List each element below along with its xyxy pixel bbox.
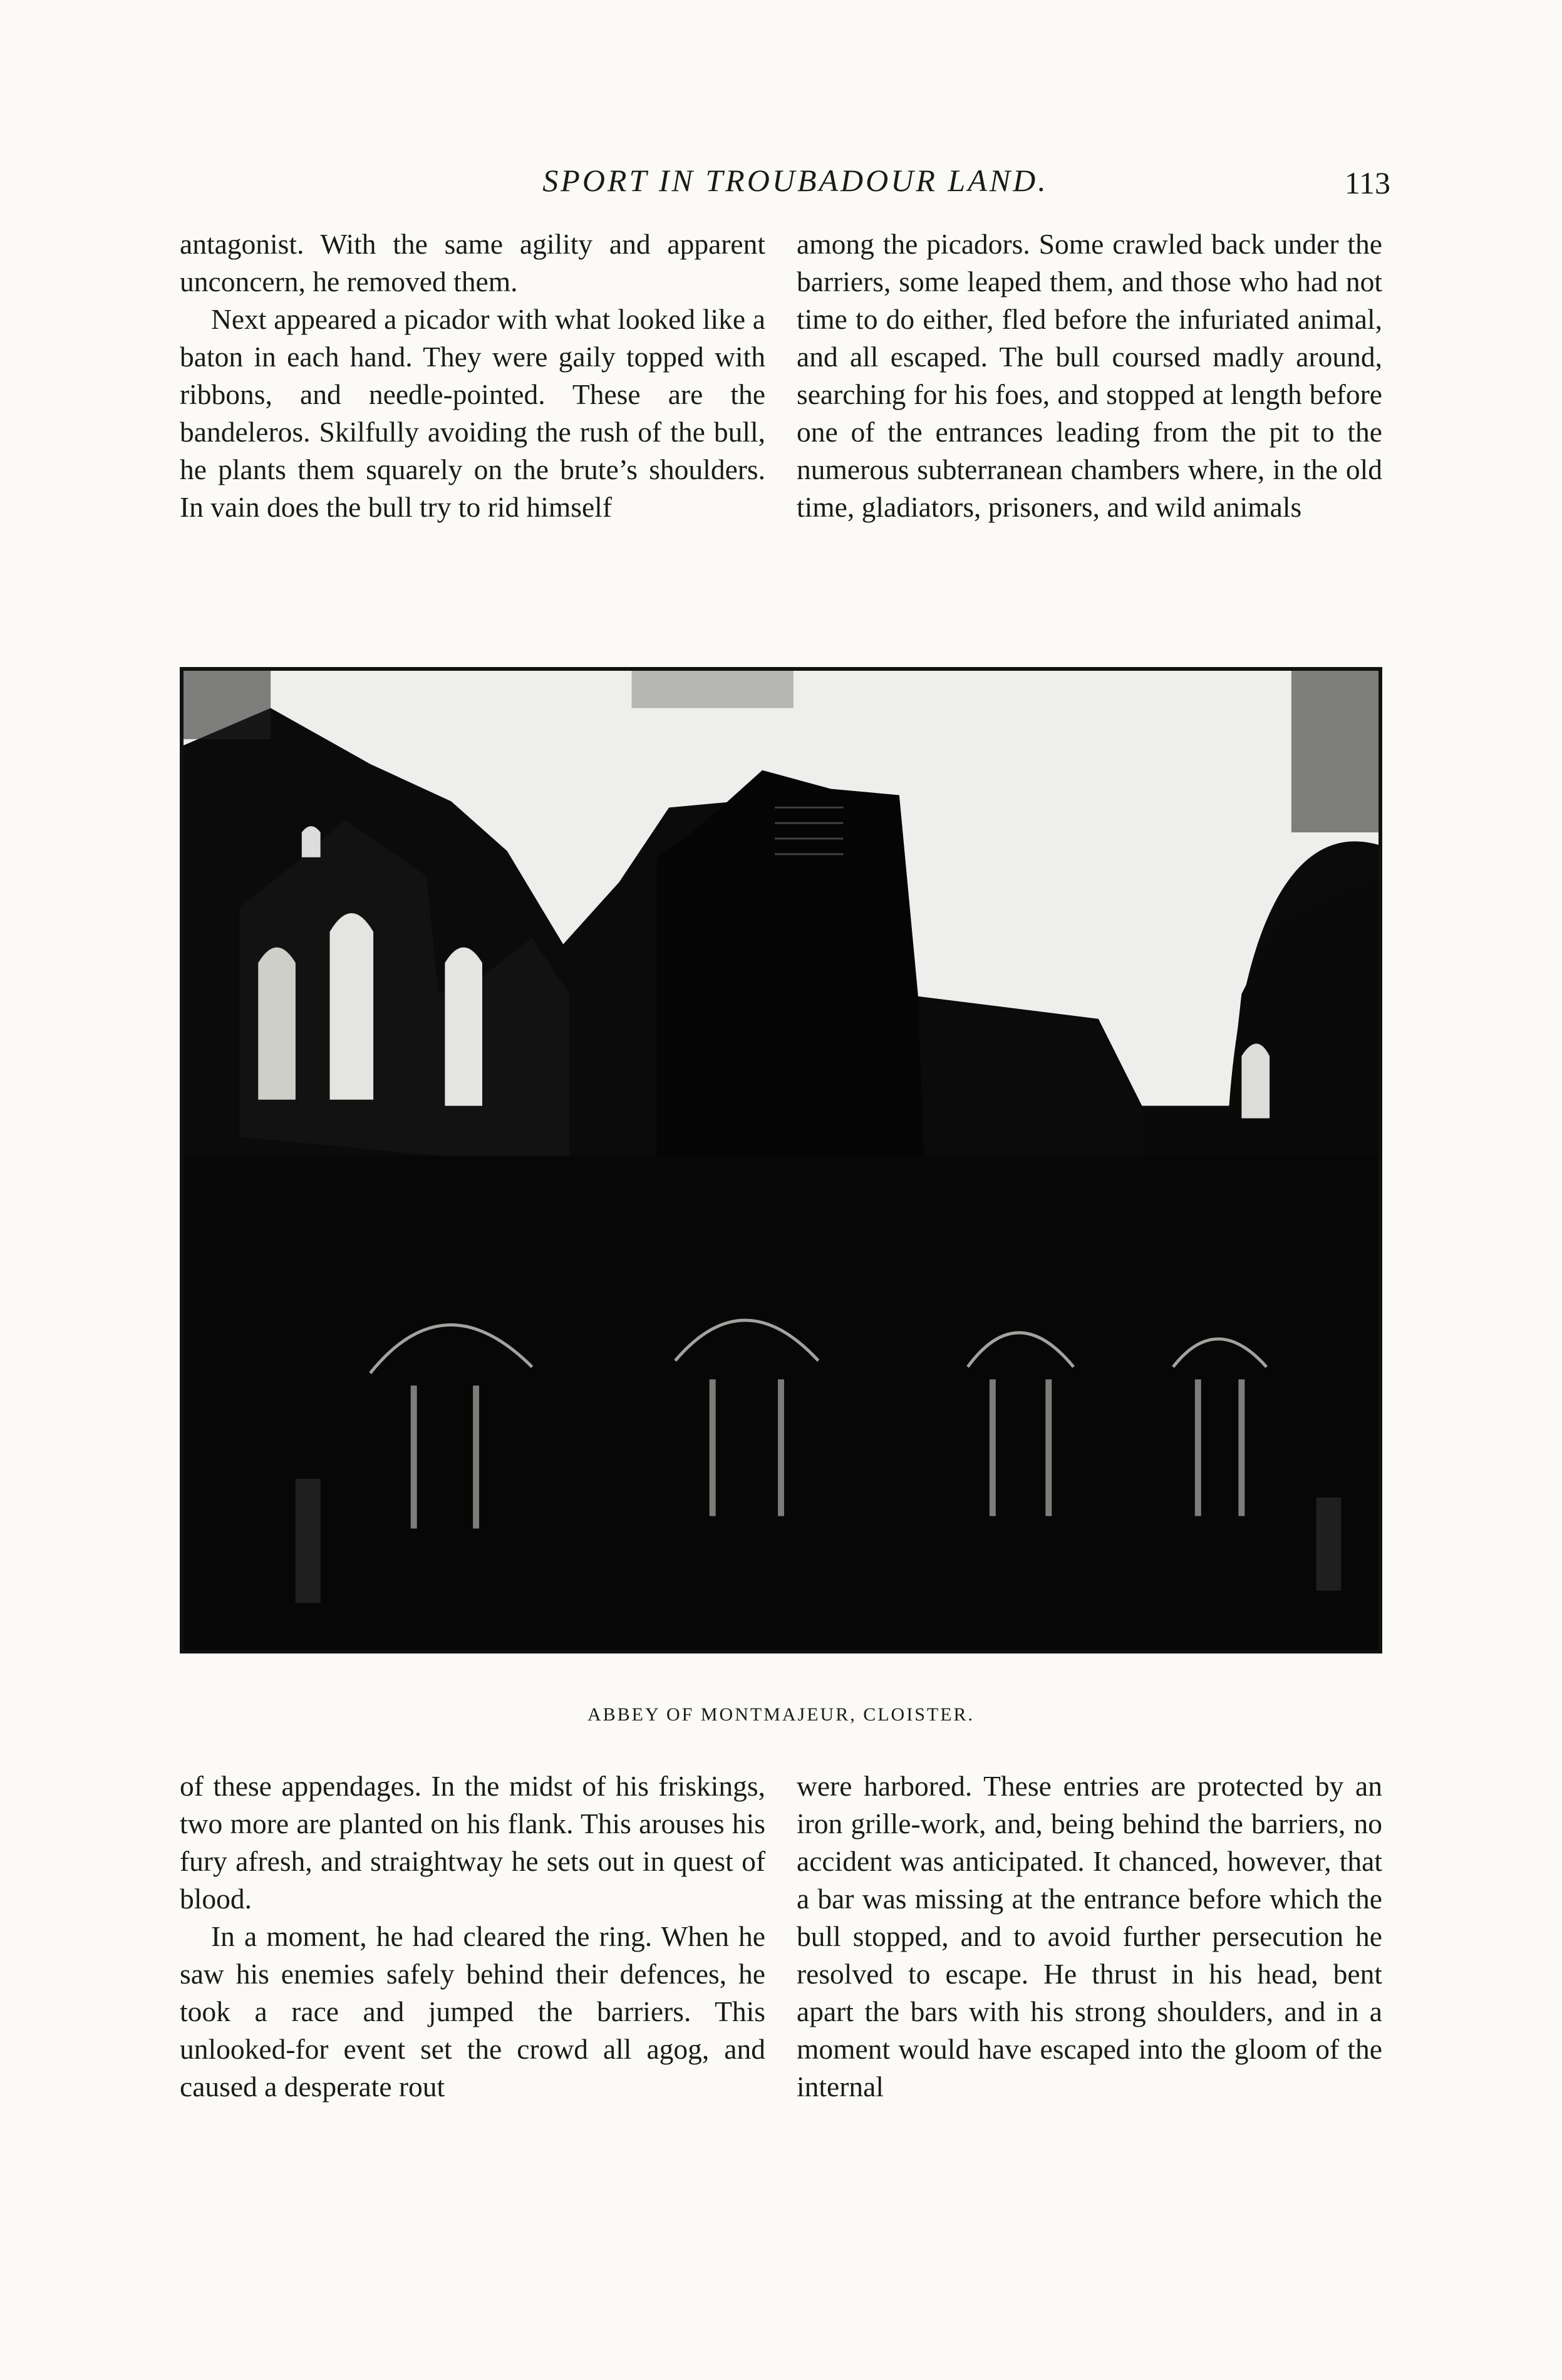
text-column-bottom-right bbox=[797, 1767, 1382, 2106]
paragraph: of these appendages. In the midst of his friskings, two more are planted on his flank. This arouses his fury afresh, and straightway he sets out in quest of blood. bbox=[180, 1770, 765, 1915]
text-column-top-left bbox=[180, 225, 765, 526]
cloister-ruins-image bbox=[184, 671, 1378, 1650]
page-number: 113 bbox=[1344, 165, 1390, 200]
text-column-bottom-left bbox=[180, 1767, 765, 2106]
paragraph: In a moment, he had cleared the ring. When he saw his enemies safely behind their defences, he took a race and jumped the barriers. This unlooked-for event set the crowd all agog, and caused a desperate rout bbox=[180, 1920, 765, 2103]
abbey-cloister-photograph bbox=[180, 667, 1382, 1653]
paragraph: Next appeared a picador with what looked like a baton in each hand. They were gaily topped with ribbons, and needle-pointed. These are the bandeleros. Skilfully avoiding the rush of the bull, he plants them squarely on the brute’s shoulders. In vain does the bull try to rid himself bbox=[180, 303, 765, 523]
running-title: SPORT IN TROUBADOUR LAND. bbox=[542, 163, 1048, 198]
paragraph: were harbored. These entries are protected by an iron grille-work, and, being behind the barriers, no accident was anticipated. It chanced, however, that a bar was missing at the entrance before which the bull stopped, and to avoid further persecution he resolved to escape. He thrust in his head, bent apart the bars with his strong shoulders, and in a moment would have escaped into the gloom of the internal bbox=[797, 1770, 1382, 2103]
paragraph: antagonist. With the same agility and apparent unconcern, he removed them. bbox=[180, 228, 765, 298]
illustration-caption: ABBEY OF MONTMAJEUR, CLOISTER. bbox=[587, 1704, 975, 1725]
text-column-top-right bbox=[797, 225, 1382, 526]
paragraph: among the picadors. Some crawled back under the barriers, some leaped them, and those who had not time to do either, fled before the infuriated animal, and all escaped. The bull coursed madly around, searching for his foes, and stopped at length before one of the entrances leading from the pit to the numerous subterranean chambers where, in the old time, gladiators, prisoners, and wild animals bbox=[797, 228, 1382, 523]
